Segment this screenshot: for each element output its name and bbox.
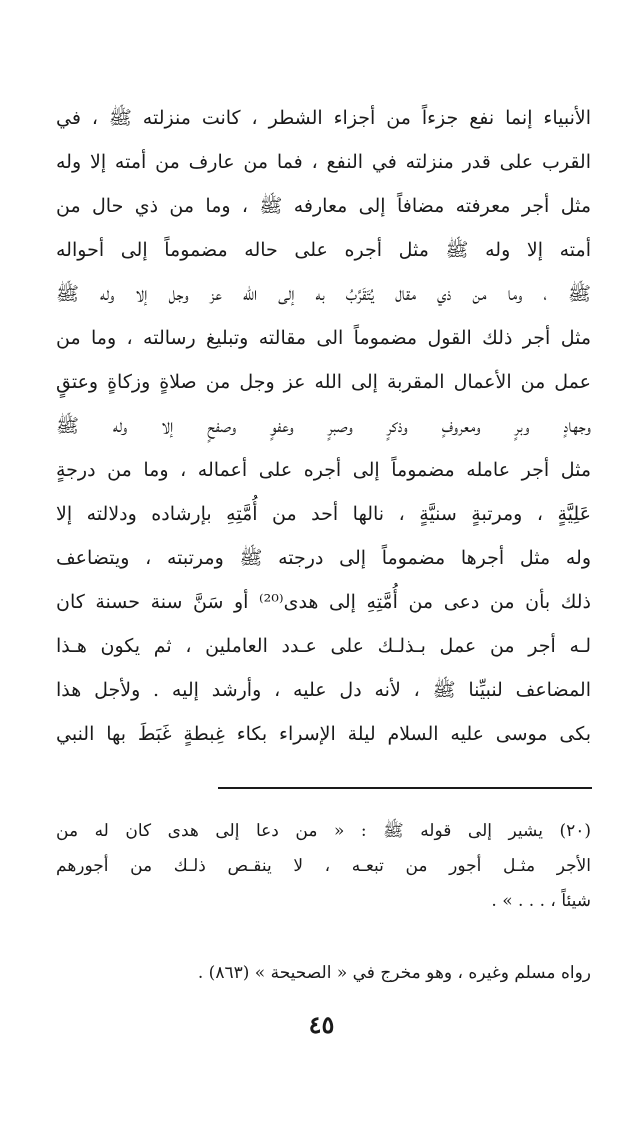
text-line: وله مثل أجرها مضموماً إلى درجته ﷺ ومرتبته ، ويتضاعف (56, 547, 591, 569)
text-line: ﷺ ، وما من ذي مقال يُتَقَرَّبُ به إلى الله عز وجل إلا وله ﷺ (56, 283, 591, 305)
footnote-line: الأجر مثـل أجور من تبعـه ، لا ينقـص ذلـك من أجورهم (56, 856, 591, 876)
text-line: المضاعف لنبيِّنا ﷺ ، لأنه دل عليه ، وأرشد إليه . ولأجل هذا (56, 679, 591, 701)
footnote-source: رواه مسلم وغيره ، وهو مخرج في « الصحيحة » (٨٦٣) . (197, 963, 591, 983)
page-number: ٤٥ (308, 1010, 335, 1039)
main-text (56, 96, 591, 756)
footnote-line: (٢٠) يشير إلى قوله ﷺ : « من دعا إلى هدى كان له من (56, 821, 591, 841)
footnote (56, 814, 591, 919)
text-line: ذلك بأن من دعى من أُمَّتِهِ إلى هدى⁽²⁰⁾ أو سَنَّ سنة حسنة كان (56, 591, 591, 613)
text-line: مثل أجر عامله مضموماً إلى أجره على أعماله ، وما من درجةٍ (56, 459, 591, 481)
text-line: الأنبياء إنما نفع جزءاً من أجزاء الشطر ، كانت منزلته ﷺ ، في (56, 107, 591, 129)
text-line: مثل أجر معرفته مضافاً إلى معارفه ﷺ ، وما من ذي حال من (56, 195, 591, 217)
text-line: لـه أجر من عمل بـذلـك على عـدد العاملين ، ثم يكون هـذا (56, 635, 591, 657)
text-line: بكى موسى عليه السلام ليلة الإسراء بكاء غِبطةٍ غَبَطَ بها النبي (56, 723, 591, 745)
text-line: عمل من الأعمال المقربة إلى الله عز وجل من صلاةٍ وزكاةٍ وعتقٍ (56, 371, 591, 393)
text-line: عَلِيَّةٍ ، ومرتبةٍ سنيَّةٍ ، نالها أحد من أُمَّتِهِ بإرشاده ودلالته إلا (56, 503, 591, 525)
text-line: أمته إلا وله ﷺ مثل أجره على حاله مضموماً إلى أحواله (56, 239, 591, 261)
footnote-line: شيئاً ، . . . » . (491, 891, 591, 911)
footnote-separator (218, 787, 592, 789)
text-line: القرب على قدر منزلته في النفع ، فما من عارف من أمته إلا وله (56, 151, 591, 173)
text-line: وجهادٍ وبرٍ ومعروفٍ وذكرٍ وصبرٍ وعفوٍ وصفحٍ إلا وله ﷺ (56, 415, 591, 437)
text-line: مثل أجر ذلك القول مضموماً الى مقالته وتبليغ رسالته ، وما من (56, 327, 591, 349)
